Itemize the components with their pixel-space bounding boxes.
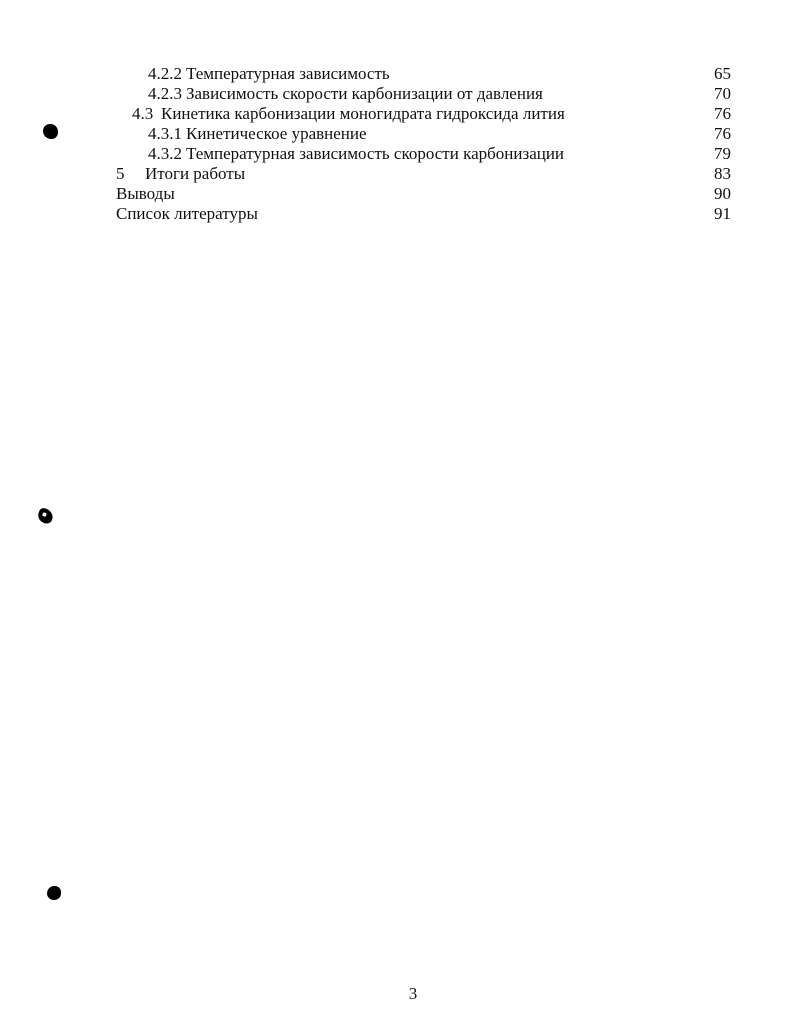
toc-entry-number: 4.2.2 (148, 64, 182, 83)
toc-entry (0, 184, 799, 204)
ink-blot (47, 886, 61, 900)
toc-entry (0, 144, 799, 164)
toc-entry-title (148, 84, 543, 104)
toc-entry-title (148, 64, 390, 84)
toc-entry (0, 204, 799, 224)
toc-entry-title (148, 124, 367, 144)
toc-entry-text: Итоги работы (145, 164, 246, 183)
toc-entry-page: 83 (714, 164, 731, 183)
toc-entry-page: 90 (714, 184, 731, 203)
toc-entry (0, 164, 799, 184)
ink-blot (43, 124, 58, 139)
toc-entry-title (116, 184, 175, 204)
table-of-contents (0, 64, 799, 224)
toc-entry-title (116, 164, 245, 184)
toc-entry-text: Кинетика карбонизации моногидрата гидроксида лития (161, 104, 565, 123)
toc-entry-title (148, 144, 564, 164)
toc-entry-title (132, 104, 565, 124)
toc-entry-text: Температурная зависимость скорости карбонизации (186, 144, 565, 163)
toc-entry-text: Выводы (116, 184, 175, 203)
toc-entry (0, 124, 799, 144)
toc-entry-number: 4.3.2 (148, 144, 182, 163)
toc-entry-page: 70 (714, 84, 731, 103)
toc-entry-number: 4.2.3 (148, 84, 182, 103)
toc-entry-number: 5 (116, 164, 125, 183)
toc-entry-text: Список литературы (116, 204, 258, 223)
toc-entry-page: 65 (714, 64, 731, 83)
toc-entry-text: Температурная зависимость (186, 64, 390, 83)
toc-entry-title (116, 204, 258, 224)
page-number: 3 (408, 984, 418, 1003)
toc-entry-number: 4.3.1 (148, 124, 182, 143)
ink-blot (36, 507, 55, 525)
toc-entry (0, 104, 799, 124)
toc-entry-text: Зависимость скорости карбонизации от давления (186, 84, 543, 103)
toc-entry-page: 91 (714, 204, 731, 223)
toc-entry-page: 76 (714, 124, 731, 143)
toc-entry-page: 76 (714, 104, 731, 123)
toc-entry-number: 4.3 (132, 104, 154, 123)
toc-entry-page: 79 (714, 144, 731, 163)
toc-entry (0, 64, 799, 84)
toc-entry (0, 84, 799, 104)
toc-entry-text: Кинетическое уравнение (186, 124, 367, 143)
